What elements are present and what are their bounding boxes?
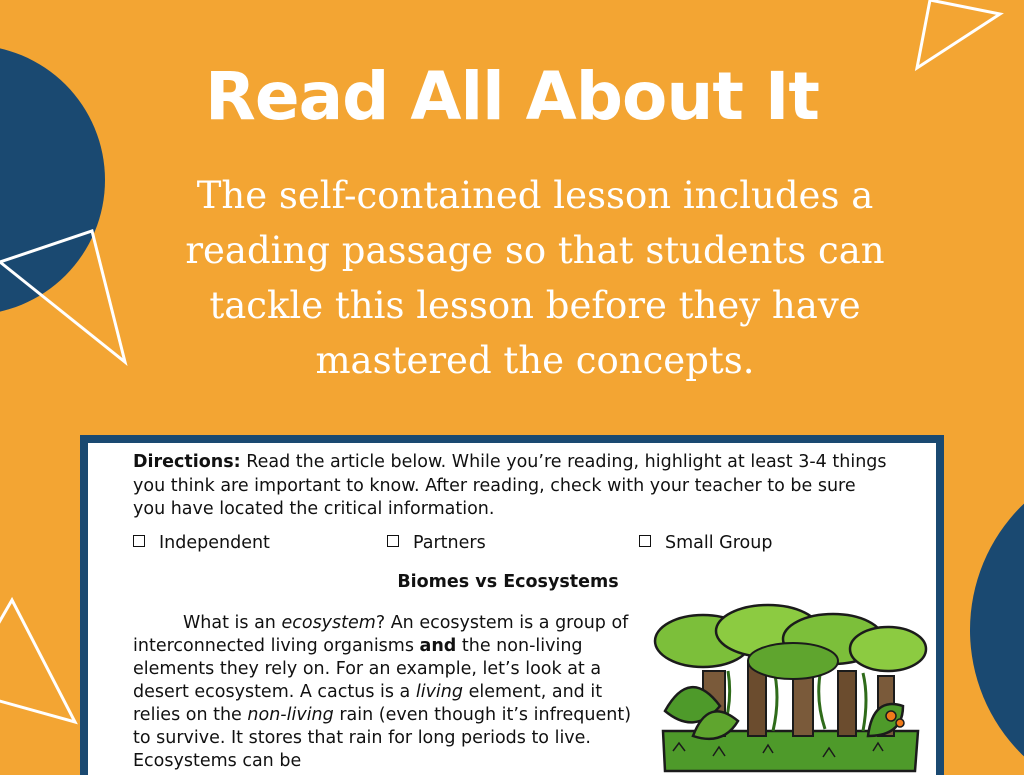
- directions-paragraph: [133, 451, 893, 522]
- article-body: What is an ecosystem? An ecosystem is a group of interconnected living organisms and the non-living elements they rely on. For an example, let’s look at a desert ecosystem. A cactus is a living element, and it relies on the non-living rain (even though it’s infrequent) to survive. It stores that rain for long periods to live. Ecosystems can be: [133, 613, 632, 771]
- checkbox-icon: [639, 535, 651, 547]
- option-partners: [387, 533, 486, 553]
- option-small-group: [639, 533, 772, 553]
- rainforest-illustration: [653, 601, 928, 775]
- outline-triangle-bottom-left: [0, 600, 75, 722]
- option-label: Partners: [413, 533, 486, 553]
- directions-label: Directions:: [133, 452, 241, 472]
- article-title: Biomes vs Ecosystems: [397, 572, 619, 592]
- page-title: Read All About It: [205, 58, 819, 135]
- lesson-description: The self-contained lesson includes a reading passage so that students can tackle this lesson before they have mastered the concepts.: [185, 174, 885, 382]
- worksheet-preview-frame: [80, 435, 944, 775]
- checkbox-icon: [387, 535, 399, 547]
- directions-text: Read the article below. While you’re reading, highlight at least 3-4 things you think are important to know. After reading, check with your teacher to be sure you have located the critical information.: [133, 452, 887, 519]
- checkbox-icon: [133, 535, 145, 547]
- navy-circle-right: [970, 455, 1024, 768]
- worksheet-page: [88, 443, 936, 775]
- option-label: Small Group: [665, 533, 773, 553]
- option-label: Independent: [159, 533, 270, 553]
- option-independent: [133, 533, 270, 553]
